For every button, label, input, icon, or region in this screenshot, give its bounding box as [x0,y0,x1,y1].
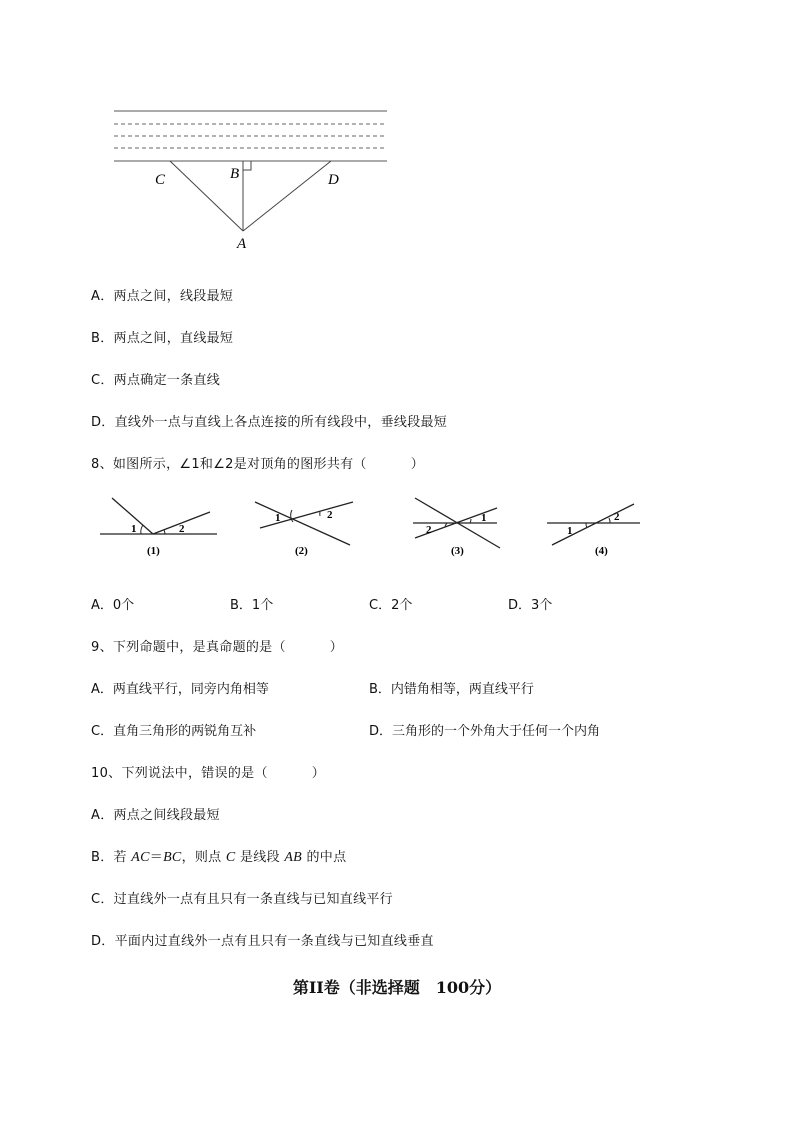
q10-option-c: C．过直线外一点有且只有一条直线与已知直线平行 [91,892,393,907]
section-title: 第II卷（非选择题 100分） [292,978,502,997]
q10-stem [91,762,325,781]
point-label-a: A [237,236,247,252]
q8-stem-text: 8、如图所示，∠1和∠2是对顶角的图形共有（ [91,457,367,472]
q10-option-b [91,846,346,866]
figure-label-2: (2) [295,545,308,557]
q8-option-b: B．1个 [230,598,274,613]
figure-label-1: (1) [147,545,160,557]
q8-stem [91,453,424,472]
point-label-b: B [230,166,240,182]
q9-stem [91,636,343,655]
q9-option-c: C．直角三角形的两锐角互补 [91,724,257,739]
vertical-angles-figures [95,490,655,565]
figure-1 [100,498,217,557]
q9-option-b: B．内错角相等，两直线平行 [369,682,534,697]
equals-sign: ＝ [149,850,164,865]
figure-3 [413,498,500,557]
angle-label-1: 1 [567,525,573,537]
angle-label-1: 1 [131,523,137,535]
q7-option-b: B．两点之间，直线最短 [91,331,234,346]
q10-option-b-text: ，则点 [181,850,226,865]
angle-label-1: 1 [481,512,487,524]
angle-label-2: 2 [426,524,432,536]
q9-stem-text: 9、下列命题中，是真命题的是（ [91,640,286,655]
q9-option-d: D．三角形的一个外角大于任何一个内角 [369,724,601,739]
figure-label-4: (4) [595,545,608,557]
q8-option-c: C．2个 [369,598,413,613]
figure-4 [547,504,640,557]
point-label-c: C [155,172,166,188]
q8-option-d: D．3个 [508,598,553,613]
q10-stem-close: ） [311,766,326,781]
var-ab: AB [284,850,303,865]
q8-option-a: A．0个 [91,598,135,613]
angle-label-2: 2 [327,509,333,521]
q7-option-c: C．两点确定一条直线 [91,373,221,388]
q9-option-a: A．两直线平行，同旁内角相等 [91,682,269,697]
q7-option-d: D．直线外一点与直线上各点连接的所有线段中，垂线段最短 [91,415,448,430]
angle-label-2: 2 [179,523,185,535]
q10-option-b-text: 是线段 [235,850,285,865]
var-bc: BC [163,850,182,865]
q10-option-b-text: B．若 [91,850,132,865]
figure-label-3: (3) [451,545,464,557]
perpendicular-shortest-figure [100,100,400,260]
angle-label-2: 2 [614,511,620,523]
q10-option-d: D．平面内过直线外一点有且只有一条直线与已知直线垂直 [91,934,434,949]
q9-stem-close: ） [329,640,344,655]
q10-stem-text: 10、下列说法中，错误的是（ [91,766,268,781]
q10-option-a: A．两点之间线段最短 [91,808,220,823]
right-angle-mark [243,161,251,170]
figure-2 [255,502,353,557]
var-ac: AC [131,850,150,865]
var-c: C [225,850,236,865]
point-label-d: D [328,172,339,188]
q10-option-b-text: 的中点 [302,850,347,865]
angle-label-1: 1 [275,512,281,524]
segment-ad [243,161,331,231]
q8-stem-close: ） [410,457,425,472]
q7-option-a: A．两点之间，线段最短 [91,289,234,304]
